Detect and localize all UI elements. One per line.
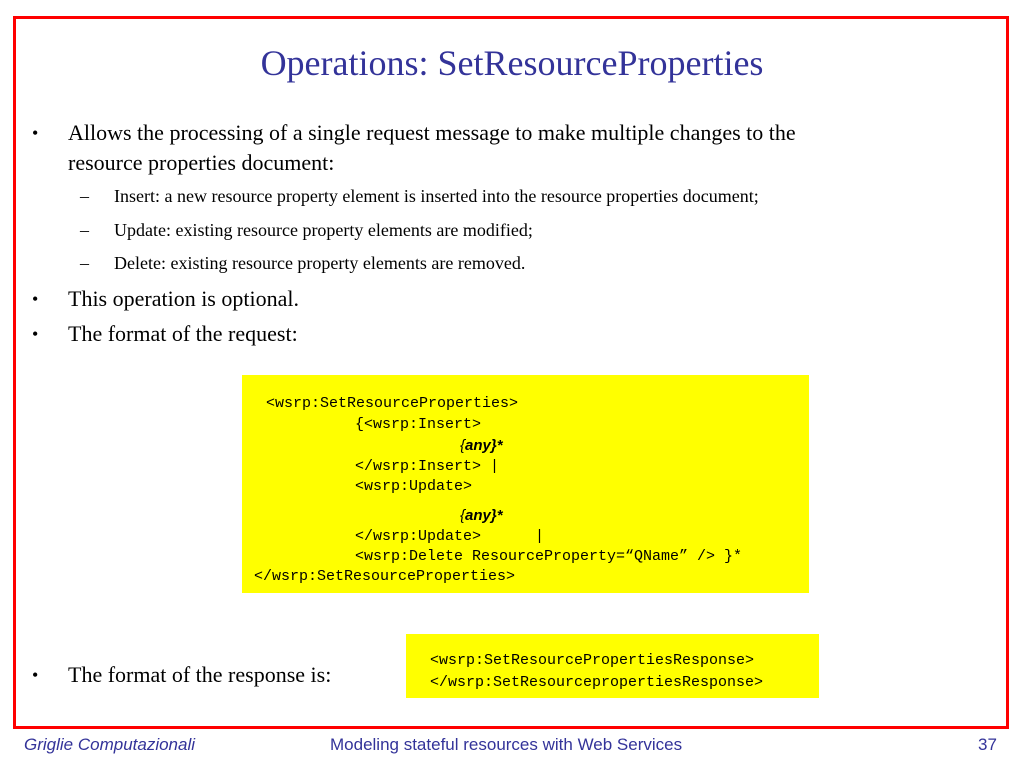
footer-course: Griglie Computazionali — [24, 735, 196, 754]
code-line: </wsrp:Update> | — [355, 528, 545, 545]
code-line: <wsrp:SetResourcePropertiesResponse> — [430, 652, 755, 669]
code-line: </wsrp:Insert> | — [355, 458, 500, 475]
sub-bullet-marker: – — [80, 220, 89, 240]
sub-bullet-marker: – — [80, 186, 89, 206]
bullet-3: The format of the request: — [68, 321, 298, 346]
bullet-marker: • — [32, 665, 39, 685]
code-line-any: {any}* — [460, 507, 503, 524]
code-line: <wsrp:SetResourceProperties> — [266, 395, 519, 412]
sub-bullet-delete: Delete: existing resource property elements are removed. — [114, 253, 526, 273]
response-code-box — [406, 634, 819, 698]
bullet-marker: • — [32, 289, 39, 309]
bullet-2: This operation is optional. — [68, 286, 299, 311]
sub-bullet-update: Update: existing resource property elements are modified; — [114, 220, 533, 240]
sub-bullet-marker: – — [80, 253, 89, 273]
code-line: <wsrp:Update> — [355, 478, 473, 495]
code-line: {<wsrp:Insert> — [355, 416, 482, 433]
sub-bullet-insert: Insert: a new resource property element is inserted into the resource properties document; — [114, 186, 759, 206]
code-line: </wsrp:SetResourcepropertiesResponse> — [430, 674, 764, 691]
bullet-1-line-2: resource properties document: — [68, 150, 335, 175]
bullet-marker: • — [32, 123, 39, 143]
code-line: </wsrp:SetResourceProperties> — [254, 568, 516, 585]
bullet-1-line-1: Allows the processing of a single request message to make multiple changes to the — [68, 120, 796, 145]
slide-title: Operations: SetResourceProperties — [260, 43, 764, 83]
bullet-marker: • — [32, 324, 39, 344]
footer-topic: Modeling stateful resources with Web Services — [330, 735, 683, 754]
code-line-any: {any}* — [460, 437, 503, 454]
bullet-4: The format of the response is: — [68, 662, 332, 687]
request-code-box — [242, 375, 809, 593]
code-line: <wsrp:Delete ResourceProperty=“QName” /> }* — [355, 548, 743, 565]
footer-page-number: 37 — [978, 735, 997, 754]
